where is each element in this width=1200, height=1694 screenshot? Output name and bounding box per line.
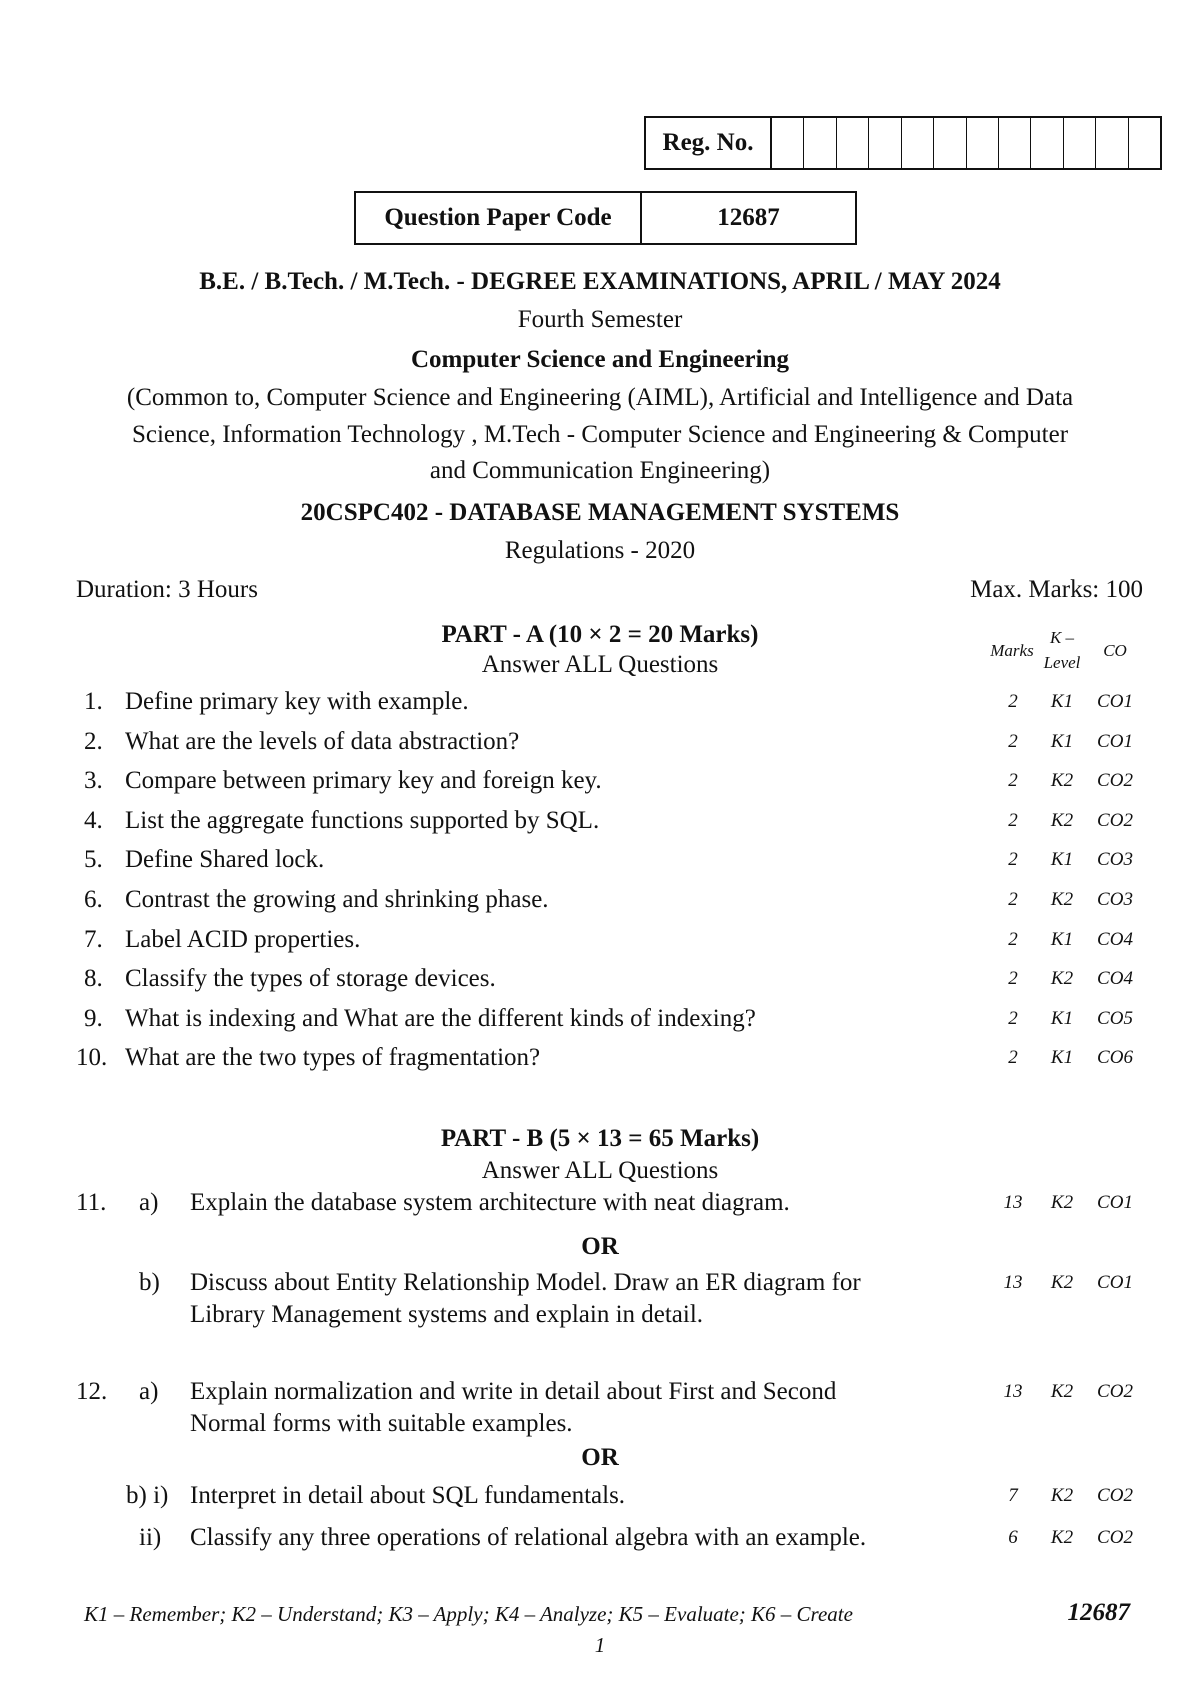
question-number: 12.	[76, 1378, 108, 1405]
regulations: Regulations - 2020	[504, 537, 696, 564]
question-co: CO2	[1097, 1381, 1133, 1402]
question-marks: 2	[1008, 849, 1018, 870]
reg-number-cell[interactable]	[902, 118, 934, 168]
question-k-level: K2	[1050, 1272, 1074, 1293]
question-text: Label ACID properties.	[125, 926, 361, 953]
question-marks: 13	[1003, 1381, 1023, 1402]
column-co-header: CO	[1103, 641, 1127, 660]
or-separator: OR	[581, 1444, 619, 1471]
question-text: Compare between primary key and foreign key.	[125, 767, 602, 794]
reg-number-cell[interactable]	[837, 118, 869, 168]
question-k-level: K2	[1050, 889, 1074, 910]
reg-number-cell[interactable]	[804, 118, 836, 168]
question-number: 5.	[84, 846, 103, 873]
question-k-level: K2	[1050, 1192, 1074, 1213]
question-number: 9.	[84, 1005, 103, 1032]
column-k-level-header-top: K –	[1049, 628, 1075, 647]
question-k-level: K1	[1050, 1008, 1074, 1029]
question-number: 4.	[84, 807, 103, 834]
question-number: 2.	[84, 728, 103, 755]
page-number: 1	[594, 1633, 606, 1657]
or-separator: OR	[581, 1233, 619, 1260]
question-co: CO5	[1097, 1008, 1133, 1029]
reg-number-box	[644, 116, 1162, 170]
question-marks: 2	[1008, 691, 1018, 712]
question-co: CO1	[1097, 1192, 1133, 1213]
duration: Duration: 3 Hours	[76, 576, 258, 603]
reg-number-cell[interactable]	[869, 118, 901, 168]
reg-number-cell[interactable]	[1129, 118, 1160, 168]
column-k-level-header-bottom: Level	[1043, 653, 1081, 672]
question-k-level: K2	[1050, 968, 1074, 989]
column-marks-header: Marks	[990, 641, 1034, 660]
question-marks: 2	[1008, 929, 1018, 950]
semester: Fourth Semester	[517, 306, 683, 333]
sub-question-label: ii)	[139, 1524, 162, 1551]
question-number: 10.	[76, 1044, 108, 1071]
reg-number-cell[interactable]	[772, 118, 804, 168]
part-b-instruction: Answer ALL Questions	[481, 1157, 719, 1184]
k-level-legend: K1 – Remember; K2 – Understand; K3 – Apply; K4 – Analyze; K5 – Evaluate; K6 – Create	[84, 1602, 853, 1626]
question-co: CO1	[1097, 731, 1133, 752]
question-marks: 2	[1008, 1047, 1018, 1068]
question-marks: 6	[1008, 1527, 1018, 1548]
question-co: CO6	[1097, 1047, 1133, 1068]
sub-question-label: a)	[139, 1378, 159, 1405]
question-co: CO3	[1097, 849, 1133, 870]
sub-question-label: a)	[139, 1189, 159, 1216]
question-co: CO2	[1097, 1485, 1133, 1506]
question-k-level: K1	[1050, 731, 1074, 752]
course-title: 20CSPC402 - DATABASE MANAGEMENT SYSTEMS	[300, 499, 900, 526]
question-marks: 2	[1008, 968, 1018, 989]
part-a-title: PART - A (10 × 2 = 20 Marks)	[441, 621, 759, 648]
question-co: CO3	[1097, 889, 1133, 910]
question-paper-code-value: 12687	[717, 204, 780, 231]
question-text: What are the levels of data abstraction?	[125, 728, 520, 755]
question-k-level: K1	[1050, 849, 1074, 870]
question-number: 7.	[84, 926, 103, 953]
question-text-line-2: Library Management systems and explain in detail.	[190, 1301, 704, 1328]
question-k-level: K1	[1050, 929, 1074, 950]
question-marks: 2	[1008, 810, 1018, 831]
reg-number-cell[interactable]	[999, 118, 1031, 168]
question-text-line-2: Normal forms with suitable examples.	[190, 1410, 573, 1437]
question-text: Define primary key with example.	[125, 688, 469, 715]
question-text: What is indexing and What are the different kinds of indexing?	[125, 1005, 756, 1032]
question-marks: 2	[1008, 1008, 1018, 1029]
footer-paper-code: 12687	[1067, 1599, 1130, 1626]
common-line-3: and Communication Engineering)	[429, 457, 771, 484]
question-marks: 7	[1008, 1485, 1018, 1506]
question-text: Interpret in detail about SQL fundamentals.	[190, 1482, 626, 1509]
question-co: CO4	[1097, 968, 1133, 989]
question-k-level: K1	[1050, 1047, 1074, 1068]
question-number: 6.	[84, 886, 103, 913]
question-marks: 13	[1003, 1192, 1023, 1213]
question-text: Explain the database system architecture with neat diagram.	[190, 1189, 790, 1216]
question-text: Define Shared lock.	[125, 846, 325, 873]
question-marks: 13	[1003, 1272, 1023, 1293]
question-text: Classify the types of storage devices.	[125, 965, 496, 992]
question-k-level: K2	[1050, 1527, 1074, 1548]
question-paper-code-box	[354, 191, 857, 245]
question-k-level: K1	[1050, 691, 1074, 712]
part-b-title: PART - B (5 × 13 = 65 Marks)	[440, 1125, 760, 1152]
question-co: CO1	[1097, 691, 1133, 712]
question-co: CO2	[1097, 770, 1133, 791]
question-number: 11.	[76, 1189, 107, 1216]
reg-number-cell[interactable]	[934, 118, 966, 168]
question-k-level: K2	[1050, 1485, 1074, 1506]
question-co: CO4	[1097, 929, 1133, 950]
question-co: CO1	[1097, 1272, 1133, 1293]
sub-question-label: b)	[139, 1269, 160, 1296]
question-k-level: K2	[1050, 770, 1074, 791]
question-text-line-1: Explain normalization and write in detail about First and Second	[190, 1378, 837, 1405]
reg-number-cell[interactable]	[1096, 118, 1128, 168]
question-co: CO2	[1097, 1527, 1133, 1548]
question-co: CO2	[1097, 810, 1133, 831]
question-text-line-1: Discuss about Entity Relationship Model. Draw an ER diagram for	[190, 1269, 861, 1296]
reg-number-label: Reg. No.	[646, 118, 772, 168]
reg-number-cell[interactable]	[1031, 118, 1063, 168]
question-number: 1.	[84, 688, 103, 715]
question-marks: 2	[1008, 889, 1018, 910]
question-paper-code-label: Question Paper Code	[356, 193, 642, 243]
question-text: What are the two types of fragmentation?	[125, 1044, 541, 1071]
question-number: 3.	[84, 767, 103, 794]
question-marks: 2	[1008, 731, 1018, 752]
reg-number-cell[interactable]	[967, 118, 999, 168]
sub-question-label: b) i)	[126, 1482, 169, 1509]
reg-number-cell[interactable]	[1064, 118, 1096, 168]
question-marks: 2	[1008, 770, 1018, 791]
common-line-2: Science, Information Technology , M.Tech - Computer Science and Engineering & Computer	[131, 421, 1069, 448]
reg-number-cells	[772, 118, 1160, 168]
department: Computer Science and Engineering	[410, 346, 789, 373]
question-k-level: K2	[1050, 810, 1074, 831]
question-text: Classify any three operations of relational algebra with an example.	[190, 1524, 867, 1551]
max-marks: Max. Marks: 100	[970, 576, 1143, 603]
question-k-level: K2	[1050, 1381, 1074, 1402]
question-number: 8.	[84, 965, 103, 992]
part-a-instruction: Answer ALL Questions	[481, 651, 719, 678]
question-text: Contrast the growing and shrinking phase.	[125, 886, 549, 913]
exam-title: B.E. / B.Tech. / M.Tech. - DEGREE EXAMINATIONS, APRIL / MAY 2024	[199, 268, 1001, 295]
common-line-1: (Common to, Computer Science and Engineering (AIML), Artificial and Intelligence and Data	[126, 384, 1074, 411]
question-text: List the aggregate functions supported by SQL.	[125, 807, 600, 834]
